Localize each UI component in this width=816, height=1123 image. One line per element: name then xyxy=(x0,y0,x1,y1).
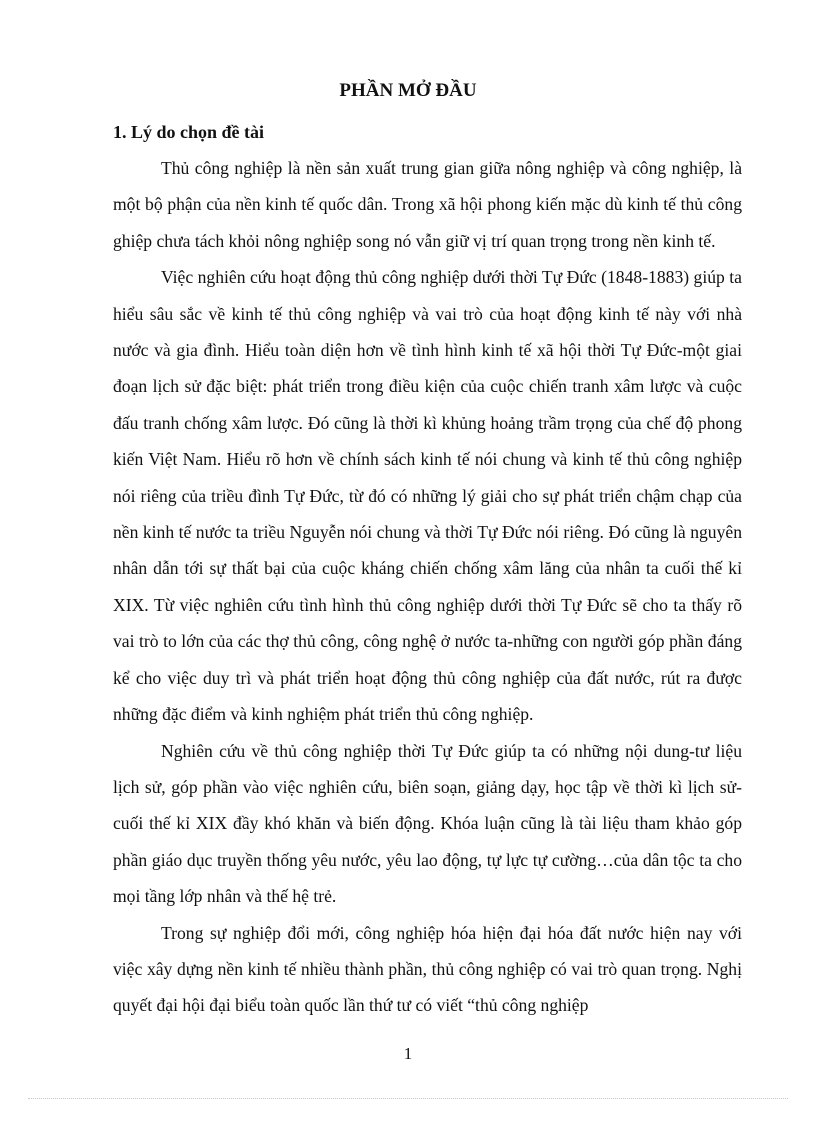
page-title: PHẦN MỞ ĐẦU xyxy=(339,80,477,101)
section-heading: 1. Lý do chọn đề tài xyxy=(113,122,265,142)
paragraph: Nghiên cứu về thủ công nghiệp thời Tự Đức giúp ta có những nội dung-tư liệu lịch sử, góp phần vào việc nghiên cứu, biên soạn, giảng dạy, học tập về thời kì lịch sử-cuối thế kỉ XIX đầy khó khăn và biến động. Khóa luận cũng là tài liệu tham khảo góp phần giáo dục truyền thống yêu nước, yêu lao động, tự lực tự cường…của dân tộc ta cho mọi tầng lớp nhân và thế hệ trẻ. xyxy=(113,740,742,907)
paragraph: Trong sự nghiệp đổi mới, công nghiệp hóa hiện đại hóa đất nước hiện nay với việc xây dựng nền kinh tế nhiều thành phần, thủ công nghiệp có vai trò quan trọng. Nghị quyết đại hội đại biểu toàn quốc lần thứ tư có viết “thủ công nghiệp xyxy=(113,922,742,1016)
body-text xyxy=(113,150,742,1024)
paragraph: Việc nghiên cứu hoạt động thủ công nghiệp dưới thời Tự Đức (1848-1883) giúp ta hiểu sâu sắc về kinh tế thủ công nghiệp và vai trò của hoạt động kinh tế này với nhà nước và gia đình. Hiểu toàn diện hơn về tình hình kinh tế xã hội thời Tự Đức-một giai đoạn lịch sử đặc biệt: phát triển trong điều kiện của cuộc chiến tranh xâm lược và cuộc đấu tranh chống xâm lược. Đó cũng là thời kì khủng hoảng trầm trọng của chế độ phong kiến Việt Nam. Hiểu rõ hơn về chính sách kinh tế nói chung và kinh tế thủ công nghiệp nói riêng của triều đình Tự Đức, từ đó có những lý giải cho sự phát triển chậm chạp của nền kinh tế nước ta triều Nguyễn nói chung và thời Tự Đức nói riêng. Đó cũng là nguyên nhân dẫn tới sự thất bại của cuộc kháng chiến chống xâm lăng của nhân ta cuối thế kỉ XIX. Từ việc nghiên cứu tình hình thủ công nghiệp dưới thời Tự Đức sẽ cho ta thấy rõ vai trò to lớn của các thợ thủ công, công nghệ ở nước ta-những con người góp phần đáng kể cho việc duy trì và phát triển hoạt động thủ công nghiệp của đất nước, rút ra được những đặc điểm và kinh nghiệm phát triển thủ công nghiệp. xyxy=(113,267,742,725)
page-number: 1 xyxy=(403,1044,413,1063)
page-divider xyxy=(28,1098,788,1099)
paragraph: Thủ công nghiệp là nền sản xuất trung gian giữa nông nghiệp và công nghiệp, là một bộ phận của nền kinh tế quốc dân. Trong xã hội phong kiến mặc dù kinh tế thủ công ghiệp chưa tách khỏi nông nghiệp song nó vẫn giữ vị trí quan trọng trong nền kinh tế. xyxy=(113,158,742,251)
